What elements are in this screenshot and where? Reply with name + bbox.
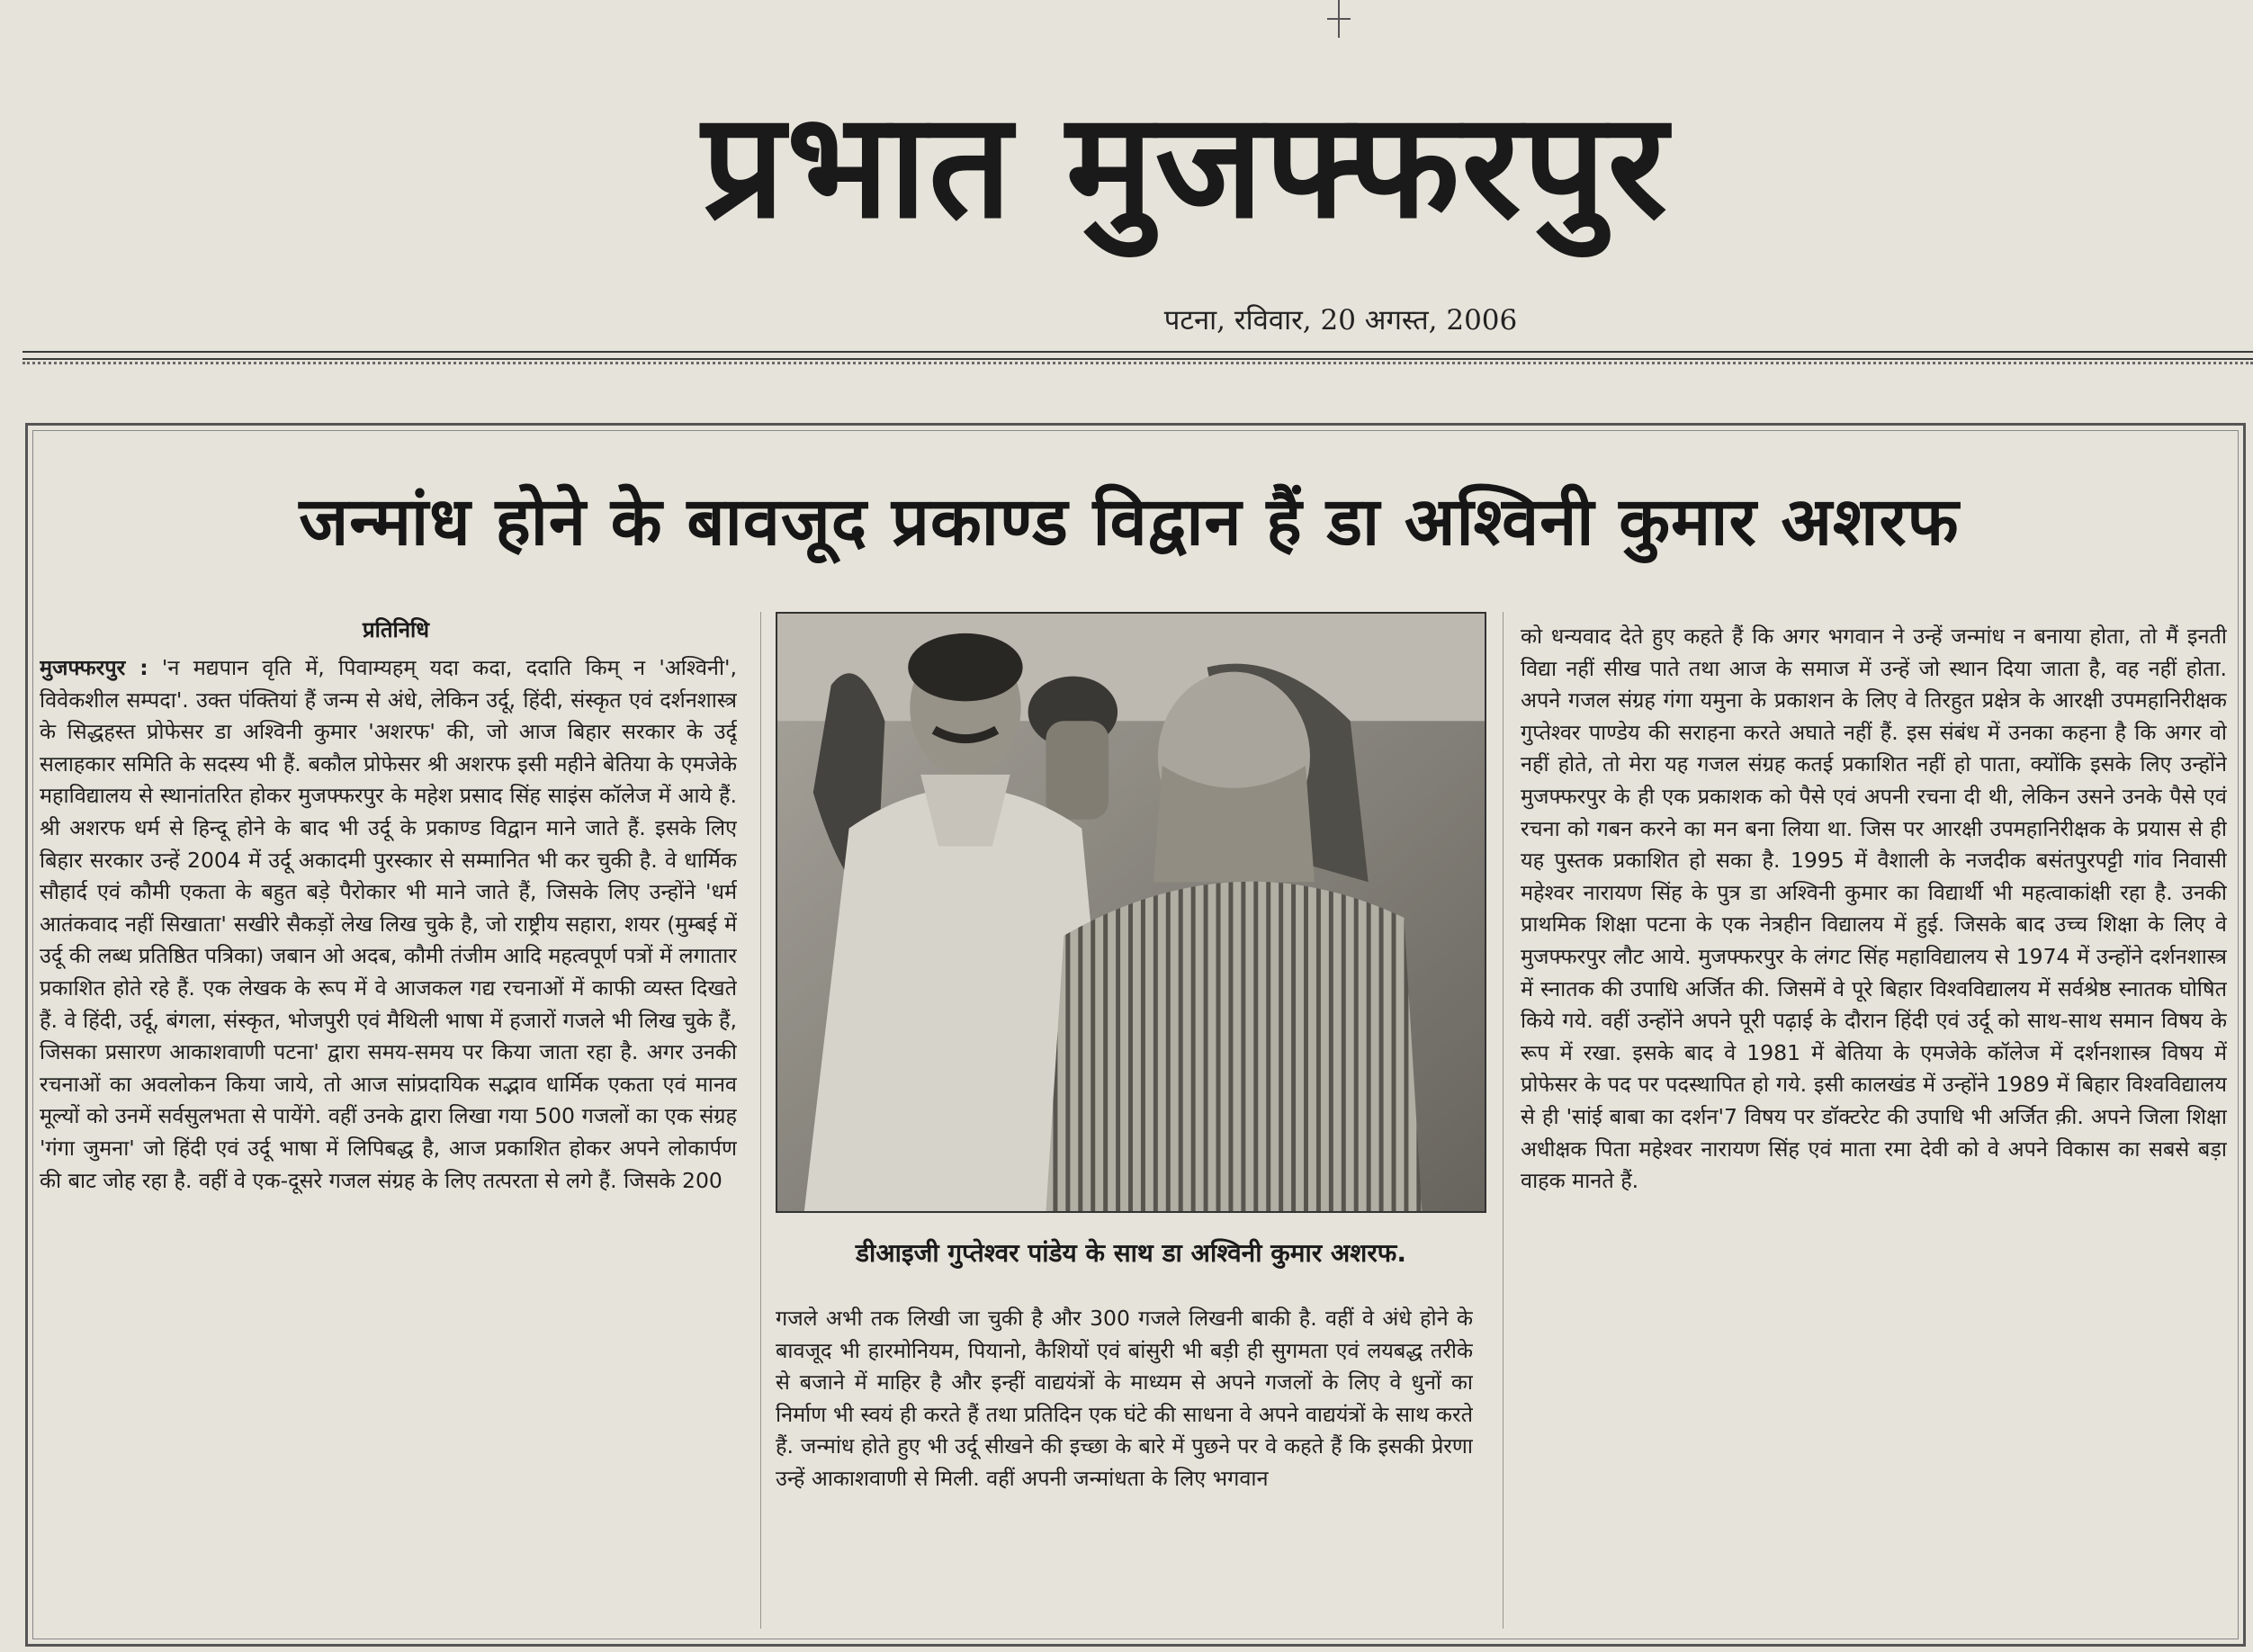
article-column-2-text: गजले अभी तक लिखी जा चुकी है और 300 गजले लिखनी बाकी है. वहीं वे अंधे होने के बावजूद भी हारमोनियम, पियानो, कैशियों एवं बांसुरी भी बड़ी ही सुगमता एवं लयबद्ध तरीके से बजाने में माहिर है और इन्हीं वाद्ययंत्रों के माध्यम से अपने गजलों के लिए वे धुनों का निर्माण भी स्वयं ही करते हैं तथा प्रतिदिन एक घंटे की साधना वे अपने वाद्ययंत्रों के साथ करते हैं. जन्मांध होते हुए भी उर्दू सीखने की इच्छा के बारे में पुछने पर वे कहते हैं कि इसकी प्रेरणा उन्हें आकाशवाणी से मिली. वहीं अपनी जन्मांधता के लिए भगवान xyxy=(776,1306,1473,1491)
article-dateline-place: मुजफ्फरपुर : xyxy=(40,655,148,680)
article-column-3-text: को धन्यवाद देते हुए कहते हैं कि अगर भगवान ने उन्हें जन्मांध न बनाया होता, तो मैं इनती विद्या नहीं सीख पाते तथा आज के समाज में उन्हें जो स्थान दिया जाता है, वह नहीं होता. अपने गजल संग्रह गंगा यमुना के प्रकाशन के लिए वे तिरहुत प्रक्षेत्र के आरक्षी उपमहानिरीक्षक गुप्तेश्वर पाण्डेय की सराहना करते अघाते नहीं हैं. इस संबंध में उनका कहना है कि अगर वो नहीं होते, तो मेरा यह गजल संग्रह कतई प्रकाशित नहीं हो पाता, क्योंकि इसके लिए उन्होंने मुजफ्फरपुर के ही एक प्रकाशक को पैसे एवं अपनी रचना दी थी, लेकिन उसने उनके पैसे एवं रचना को गबन करने का मन बना लिया था. जिस पर आरक्षी उपमहानिरीक्षक के प्रयास से ही यह पुस्तक प्रकाशित हो सका है. 1995 में वैशाली के नजदीक बसंतपुरपट्टी गांव निवासी महेश्वर नारायण सिंह के पुत्र डा अश्विनी कुमार का विद्यार्थी भी महत्वाकांक्षी रहा है. उनकी प्राथमिक शिक्षा पटना के एक नेत्रहीन विद्यालय में हुई. जिसके बाद उच्च शिक्षा के लिए वे मुजफ्फरपुर लौट आये. मुजफ्फरपुर के लंगट सिंह महाविद्यालय से 1974 में उन्होंने दर्शनशास्त्र में स्नातक की उपाधि अर्जित की. जिसमें वे पूरे बिहार विश्वविद्यालय में सर्वश्रेष्ठ स्नातक घोषित किये गये. वहीं उन्होंने अपने पूरी पढ़ाई के दौरान हिंदी एवं उर्दू को साथ-साथ समान विषय के रूप में रखा. इसके बाद वे 1981 में बेतिया के एमजेके कॉलेज में दर्शनशास्त्र विषय में प्रोफेसर के पद पर पदस्थापित हो गये. इसी कालखंड में उन्होंने 1989 में बिहार विश्वविद्यालय से ही 'सांई बाबा का दर्शन'7 विषय पर डॉक्टरेट की उपाधि भी अर्जित क़ी. अपने जिला शिक्षा अधीक्षक पिता महेश्वर नारायण सिंह एवं माता रमा देवी को वे अपने विकास का सबसे बड़ा वाहक मानते हैं. xyxy=(1521,624,2227,1194)
article-column-2 xyxy=(776,1303,1473,1627)
article-column-3 xyxy=(1521,621,2227,1633)
masthead-dotted-rule xyxy=(22,362,2253,364)
masthead-title: प्रभात मुजफ्फरपुर xyxy=(702,82,1669,251)
article-headline: जन्मांध होने के बावजूद प्रकाण्ड विद्वान हैं डा अश्विनी कुमार अशरफ xyxy=(299,483,1960,561)
column-divider xyxy=(760,612,761,1629)
masthead-dateline: पटना, रविवार, 20 अगस्त, 2006 xyxy=(1163,304,1518,337)
article-column-1 xyxy=(40,652,737,1629)
article-byline: प्रतिनिधि xyxy=(362,616,430,642)
photo-caption: डीआइजी गुप्तेश्वर पांडेय के साथ डा अश्विनी कुमार अशरफ. xyxy=(855,1238,1407,1268)
photo-image xyxy=(777,614,1485,1211)
article-column-1-text: 'न मद्यपान वृति में, पिवाम्यहम् यदा कदा, ददाति किम् न 'अश्विनी', विवेकशील सम्पदा'. उक्त पंक्तियां हैं जन्म से अंधे, लेकिन उर्दू, हिंदी, संस्कृत एवं दर्शनशास्त्र के सिद्धहस्त प्रोफेसर डा अश्विनी कुमार 'अशरफ' की, जो आज बिहार सरकार के उर्दू सलाहकार समिति के सदस्य भी हैं. बकौल प्रोफेसर श्री अशरफ इसी महीने बेतिया के एमजेके महाविद्यालय से स्थानांतरित होकर मुजफ्फरपुर के महेश प्रसाद सिंह साइंस कॉलेज में आये हैं. श्री अशरफ धर्म से हिन्दू होने के बाद भी उर्दू के प्रकाण्ड विद्वान माने जाते हैं. इसके लिए बिहार सरकार उन्हें 2004 में उर्दू अकादमी पुरस्कार से सम्मानित भी कर चुकी है. वे धार्मिक सौहार्द एवं कौमी एकता के बहुत बड़े पैरोकार भी माने जाते हैं, जिसके लिए उन्होंने 'धर्म आतंकवाद नहीं सिखाता' सखीरे सैकड़ों लेख लिख चुके है, जो राष्ट्रीय सहारा, शयर (मुम्बई में उर्दू की लब्ध प्रतिष्ठित पत्रिका) जबान ओ अदब, कौमी तंजीम आदि महत्वपूर्ण पत्रों में लगातार प्रकाशित होते रहे हैं. एक लेखक के रूप में वे आजकल गद्य रचनाओं में काफी व्यस्त दिखते हैं. वे हिंदी, उर्दू, बंगला, संस्कृत, भोजपुरी एवं मैथिली भाषा में हजारों गजले भी लिख चुके हैं, जिसका प्रसारण आकाशवाणी पटना' द्वारा समय-समय पर किया जाता रहा है. अगर उनकी रचनाओं का अवलोकन किया जाये, तो आज सांप्रदायिक सद्भाव धार्मिक एकता एवं मानव मूल्यों को उनमें सर्वसुलभता से पायेंगे. वहीं उनके द्वारा लिखा गया 500 गजलों का एक संग्रह 'गंगा जुमना' जो हिंदी एवं उर्दू भाषा में लिपिबद्ध है, आज प्रकाशित होकर अपने लोकार्पण की बाट जोह रहा है. वहीं वे एक-दूसरे गजल संग्रह के लिए तत्परता से लगे हैं. जिसके 200 xyxy=(40,655,737,1193)
masthead-rule xyxy=(22,351,2253,360)
article-photo xyxy=(776,612,1486,1213)
registration-mark-icon xyxy=(1327,0,1351,40)
